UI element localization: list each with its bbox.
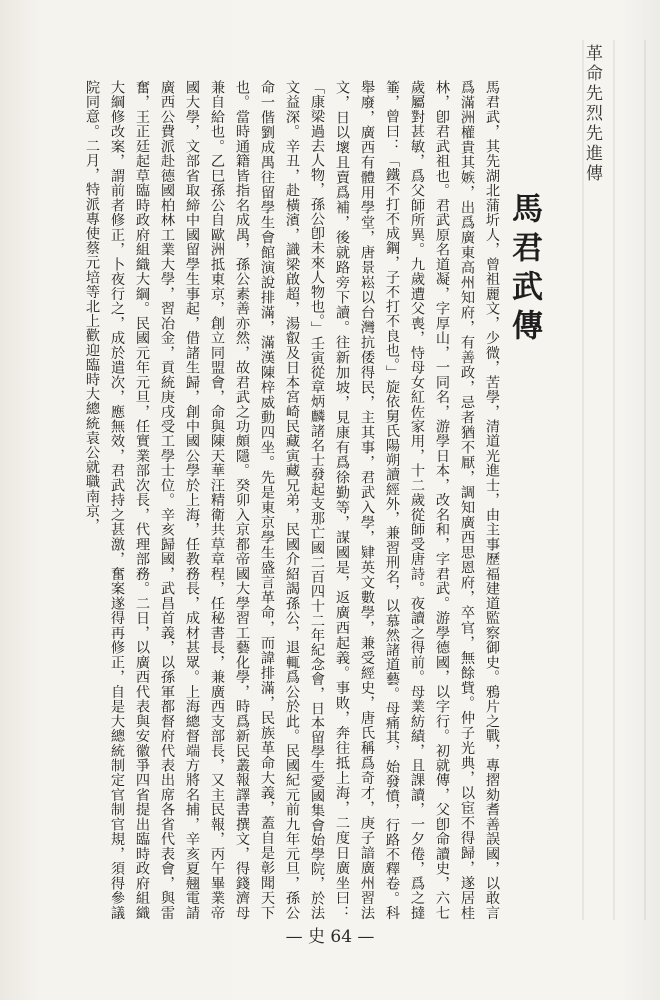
article-body [84,80,504,920]
body-paragraph: 馬君武，其先湖北蒲圻人，曾祖麗文，少微，苦學，清道光進士，由主事歷福建道監察御史。鴉片之戰，專摺劾耆善誤國，以敢言爲滿洲權貴其嫉，出爲廣東高州知府，有善政，忌者猶不厭，調知廣西思恩府，卒官，無餘貲。仲子光典，以宦不得歸，遂居桂林，卽君武祖也。君武原名道凝，字厚山，一同名，游學日本，改名和，字君武。游學德國，以字行。初就傳，父卽命讀史，六七歲屬對甚敏，爲父師所異。九歲遭父喪，恃母女紅佐家用，十二歲從師受唐詩。夜讀之得前。母業紡績，且課讀，一夕倦，爲之撻箠，曾曰：「鐵不打不成鋼，子不打不良也。」旋依舅氏陽朔讀經外，兼習刑名，以慕然諸道藝。母痛其，始發憤，行路不釋卷。科舉廢，廣西有體用學堂，唐景崧以台灣抗倭得民，主其事，君武入學，肄英文數學，兼受經史，唐氏稱爲奇才，庚子諳廣州習法文，日以壞且賣爲補，後就路旁下讀。往新加坡，見康有爲徐勤等，謀國是，返廣西起義。事敗，奔往抵上海，二度日廣坐曰：「康梁過去人物，孫公卽未來人物也。」壬寅從章炳麟諸名士發起支那亡國二百四十二年紀念會，日本留學生愛國集會始學院，於法文益深。辛丑，赴橫濱，識梁啟超，湯叡及日本宮崎民藏寅藏兄弟，民國介紹謁孫公，退輒爲公於此。民國紀元前九年元旦，孫公命一偕劉成禺往留學生會館演說排滿，滿漢陳梓威動四坐。先是東京學生盛言革命，而諱排滿，民族革命大義，蓋自是彰聞天下也。當時通籍皆指名成禺，孫公素善亦然，故君武之功頗隱。癸卯入京都帝國大學習工藝化學，時爲新民叢報譯書撰文，得錢濟母兼自給也。乙巳孫公自歐洲抵東京，創立同盟會，命與陳天華汪精衛共草章程，任秘書長，兼廣西支部長，又主民報，丙午畢業帝國大學，文部省取締中國留學生事起，借諸生歸，創中國公學於上海，任教務長，成材甚眾。上海總督端方將名捕，辛亥夏翹電請廣西公費派赴德國柏林工業大學，習冶金，貢統庚戌受工學士位。辛亥歸國，武昌首義，以孫軍都督府代表出席各省代表會，與雷奮，王正廷起草臨時政府組織大綱。民國元年元旦，任實業部次長，代理部務。二日，以廣西代表與安徽爭四省提出臨時政府組織大綱修改案，謂前者修正，卜夜行之，成於遣次，應無效，君武持之甚激，奮案遂得再修正，自是大總統制定官制官規，須得參議院同意。二月，特派專使蔡元培等北上歡迎臨時大總統袁公就職南京， [84,80,500,920]
page-number: — 史 64 — [285,927,375,947]
article-title: 馬君武傳 [506,192,542,348]
running-header: 革命先烈先進傳 [582,44,602,184]
